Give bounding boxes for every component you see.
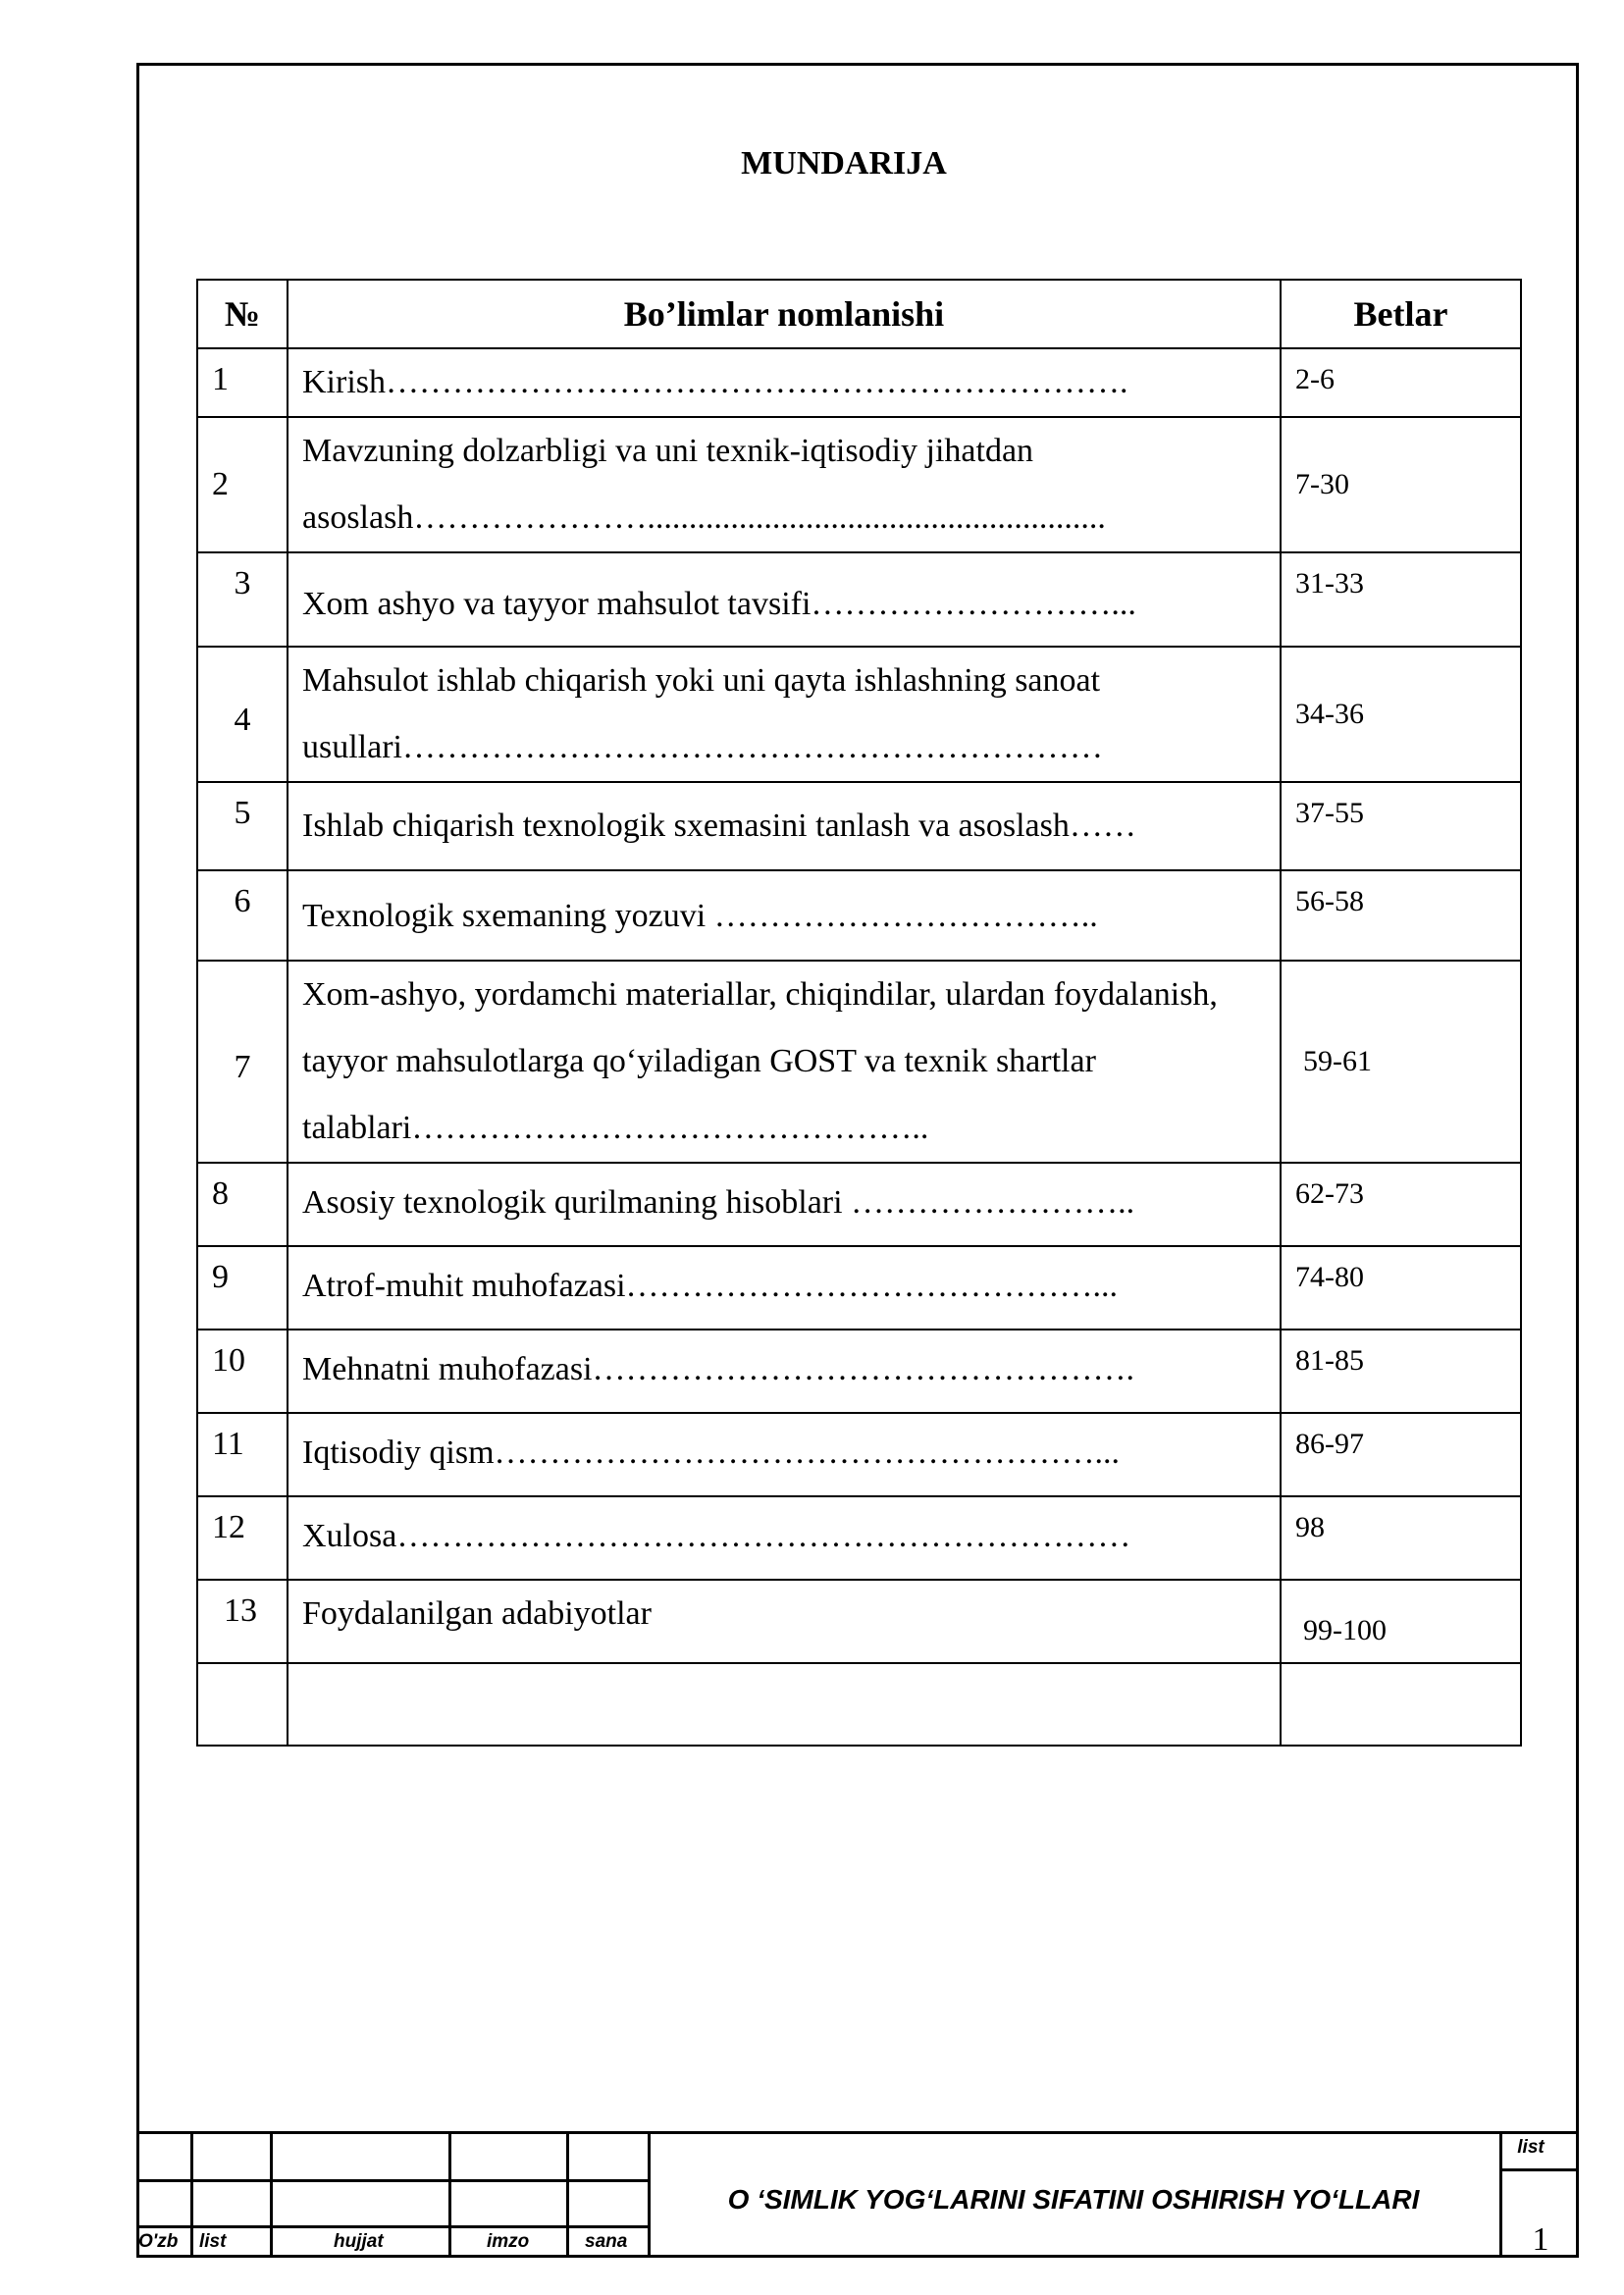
grid-divider	[270, 2134, 273, 2258]
row-title	[288, 1663, 1281, 1746]
table-row	[197, 782, 1521, 870]
row-pages: 2-6	[1281, 348, 1521, 417]
row-number: 12	[197, 1496, 288, 1580]
row-number: 3	[197, 552, 288, 647]
page-title: MUNDARIJA	[741, 145, 947, 182]
grid-divider	[136, 2225, 648, 2228]
row-pages: 7-30	[1281, 417, 1521, 552]
header-number: №	[197, 280, 288, 348]
grid-divider	[190, 2134, 193, 2258]
row-number: 10	[197, 1330, 288, 1413]
sheet-number: 1	[1532, 2221, 1549, 2258]
table-row	[197, 348, 1521, 417]
label-imzo: imzo	[487, 2231, 530, 2252]
row-title: Mahsulot ishlab chiqarish yoki uni qayta ishlashning sanoat usullari………………………………………………………	[288, 647, 1281, 782]
table-of-contents	[196, 279, 1522, 1747]
table-row	[197, 552, 1521, 647]
table-row	[197, 870, 1521, 961]
sheet-label: list	[1517, 2137, 1545, 2158]
row-number: 4	[197, 647, 288, 782]
table-row	[197, 1246, 1521, 1330]
table-row	[197, 647, 1521, 782]
row-title: Mavzuning dolzarbligi va uni texnik-iqtisodiy jihatdan asoslash………………….......................................................	[288, 417, 1281, 552]
table-row	[197, 1163, 1521, 1246]
row-title: Iqtisodiy qism………………………………………………...	[288, 1413, 1281, 1496]
row-number: 13	[197, 1580, 288, 1663]
label-list: list	[199, 2231, 227, 2252]
row-pages: 81-85	[1281, 1330, 1521, 1413]
row-title: Foydalanilgan adabiyotlar	[288, 1580, 1281, 1663]
row-title: Kirish………………………………………………………….	[288, 348, 1281, 417]
table-row	[197, 961, 1521, 1163]
row-number: 1	[197, 348, 288, 417]
row-number: 8	[197, 1163, 288, 1246]
table-row	[197, 1413, 1521, 1496]
row-number	[197, 1663, 288, 1746]
row-number: 5	[197, 782, 288, 870]
row-title: Mehnatni muhofazasi………………………………………….	[288, 1330, 1281, 1413]
row-title: Ishlab chiqarish texnologik sxemasini tanlash va asoslash……	[288, 782, 1281, 870]
row-pages: 62-73	[1281, 1163, 1521, 1246]
label-hujjat: hujjat	[334, 2231, 384, 2252]
row-pages: 56-58	[1281, 870, 1521, 961]
row-pages: 59-61	[1281, 961, 1521, 1163]
row-title: Xom-ashyo, yordamchi materiallar, chiqindilar, ulardan foydalanish, tayyor mahsulotlarga qo‘yiladigan GOST va texnik shartlar talablari………………………………………..	[288, 961, 1281, 1163]
grid-divider	[1499, 2168, 1579, 2171]
row-number: 6	[197, 870, 288, 961]
row-title: Texnologik sxemaning yozuvi ……………………………..	[288, 870, 1281, 961]
row-pages: 98	[1281, 1496, 1521, 1580]
row-title: Asosiy texnologik qurilmaning hisoblari ……………………..	[288, 1163, 1281, 1246]
row-title: Atrof-muhit muhofazasi……………………………………...	[288, 1246, 1281, 1330]
table-header-row	[197, 280, 1521, 348]
row-pages: 99-100	[1281, 1580, 1521, 1663]
label-ozb: O'zb	[138, 2231, 179, 2252]
header-pages: Betlar	[1281, 280, 1521, 348]
grid-divider	[648, 2131, 1579, 2134]
document-title: O ‘SIMLIK YOG‘LARINI SIFATINI OSHIRISH YO‘LLARI	[727, 2184, 1420, 2215]
row-title: Xom ashyo va tayyor mahsulot tavsifi………………………...	[288, 552, 1281, 647]
table-row	[197, 1580, 1521, 1663]
row-pages: 37-55	[1281, 782, 1521, 870]
row-pages: 86-97	[1281, 1413, 1521, 1496]
row-pages: 34-36	[1281, 647, 1521, 782]
grid-divider	[566, 2134, 569, 2258]
row-pages	[1281, 1663, 1521, 1746]
table-row	[197, 417, 1521, 552]
row-title: Xulosa…………………………………………………………	[288, 1496, 1281, 1580]
row-number: 2	[197, 417, 288, 552]
row-number: 7	[197, 961, 288, 1163]
table-row	[197, 1330, 1521, 1413]
grid-divider	[448, 2134, 451, 2258]
table-row-empty	[197, 1663, 1521, 1746]
row-number: 11	[197, 1413, 288, 1496]
row-pages: 74-80	[1281, 1246, 1521, 1330]
table-row	[197, 1496, 1521, 1580]
row-number: 9	[197, 1246, 288, 1330]
label-sana: sana	[585, 2231, 628, 2252]
header-section-title: Bo’limlar nomlanishi	[288, 280, 1281, 348]
grid-divider	[136, 2179, 648, 2182]
row-pages: 31-33	[1281, 552, 1521, 647]
